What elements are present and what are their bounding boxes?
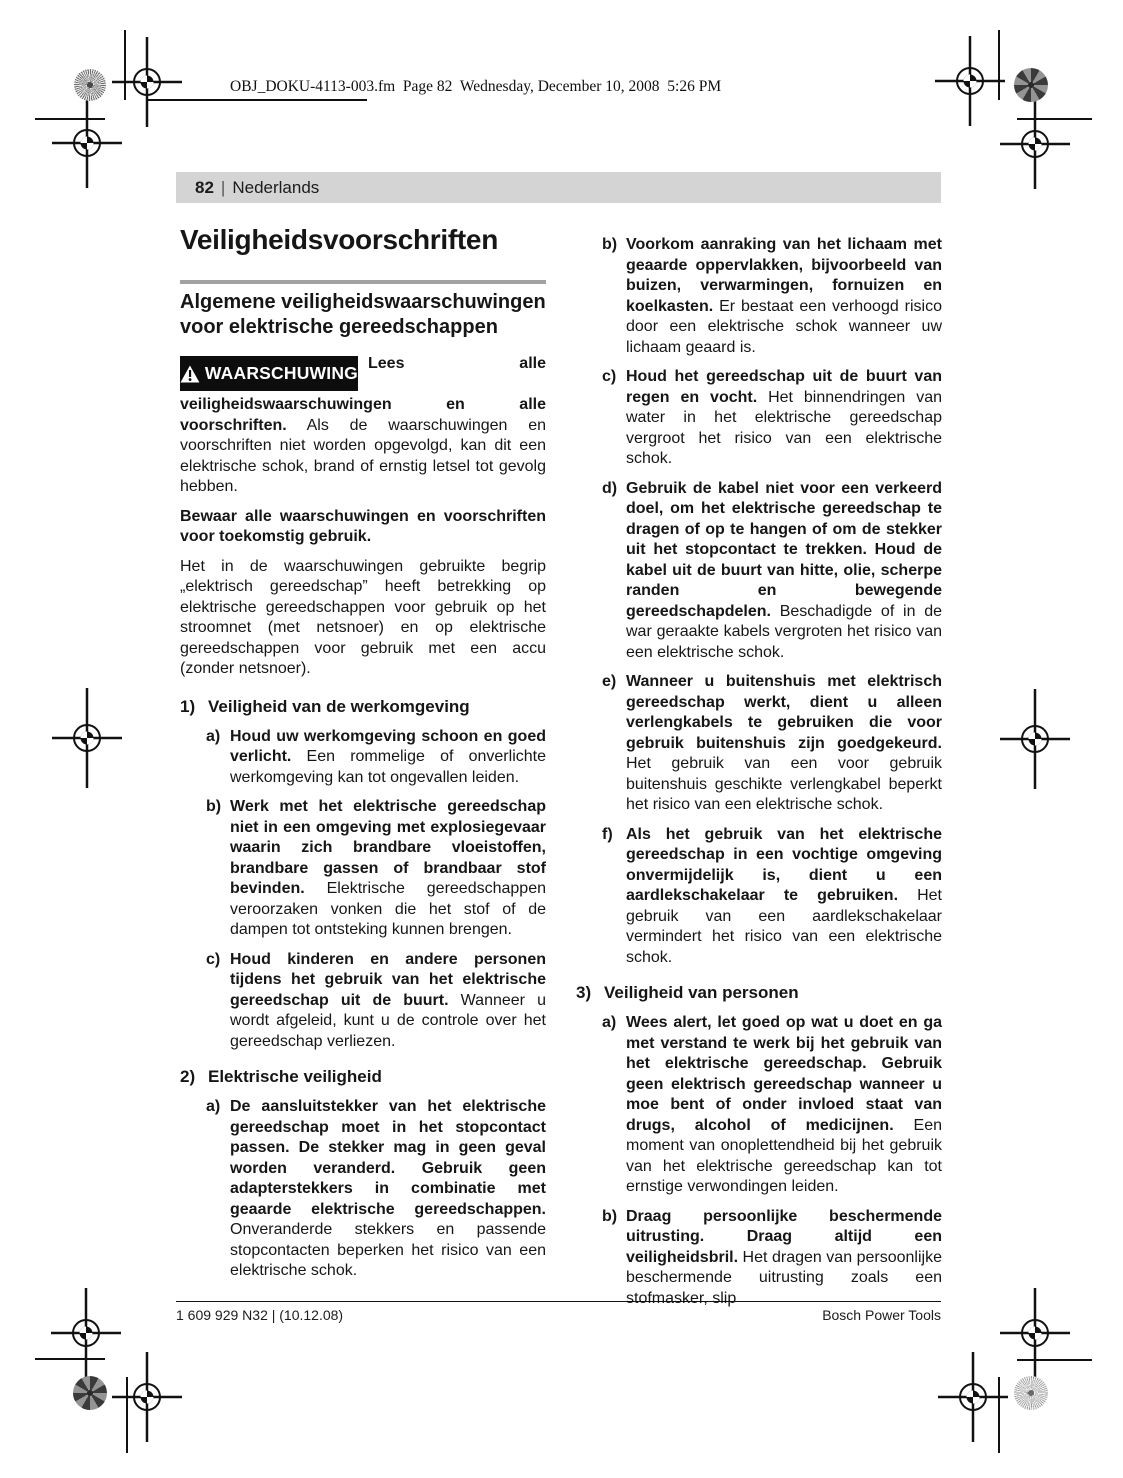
left-column xyxy=(180,224,546,1291)
lettered-item-list xyxy=(576,1013,942,1309)
safety-rule-item: d) Gebruik de kabel niet voor een verkeerd doel, om het elektrische gereedschap te dragen of op te hangen of om de stekker uit het stopcontact te trekken. Houd de kabel uit de buurt van hitte, olie, scherpe randen en bewegende gereedschapdelen. Beschadigde of in de war geraakte kabels vergroten het risico van een elektrische schok. xyxy=(602,479,942,661)
page-bar-separator: | xyxy=(220,177,226,197)
safety-rule-item: b) Draag persoonlijke beschermende uitrusting. Draag altijd een veiligheidsbril. Het dragen van persoonlijke beschermende uitrusting zoals een stofmasker, slip xyxy=(602,1207,942,1307)
safety-rule-item: a) Houd uw werkomgeving schoon en goed verlicht. Een rommelige of onverlichte werkomgeving kan tot ongevallen leiden. xyxy=(206,727,546,786)
color-control-starburst-icon xyxy=(74,69,106,101)
safety-rule-item: c) Houd kinderen en andere personen tijdens het gebruik van het elektrische gereedschap uit de buurt. Wanneer u wordt afgeleid, kunt u de controle over het gereedschap verliezen. xyxy=(206,950,546,1050)
safety-groups-left xyxy=(180,696,546,1282)
color-control-starburst-icon xyxy=(1014,68,1048,102)
lettered-item-list xyxy=(180,1097,546,1282)
color-control-starburst-icon xyxy=(1014,1376,1048,1410)
document-footer xyxy=(176,1301,941,1323)
intro-paragraph: Het in de waarschuwingen gebruikte begrip „elektrisch gereedschap” heeft betrekking op elektrische gereedschappen voor gebruik op het stroomnet (met netsnoer) en op elektrische gereedschappen voor gebruik met een accu (zonder netsnoer). xyxy=(180,557,546,677)
warning-banner xyxy=(180,356,358,391)
safety-rule-item: b) Werk met het elektrische gereedschap niet in een omgeving met explosiegevaar waarin zich brandbare vloeistoffen, brandbare gassen of brandbaar stof bevinden. Elektrische gereedschappen veroorzaken vonken die het stof of de dampen tot ontsteking kunnen brengen. xyxy=(206,798,546,938)
registration-crosshair-icon xyxy=(92,1342,202,1452)
page-language: Nederlands xyxy=(232,177,320,197)
numbered-section xyxy=(576,982,942,1309)
registration-crosshair-icon xyxy=(980,684,1090,794)
numbered-section xyxy=(576,235,942,968)
safety-rule-item: b) Voorkom aanraking van het lichaam met geaarde oppervlakken, bijvoorbeeld van buizen, verwarmingen, fornuizen en koelkasten. Er bestaat een verhoogd risico door een elektrische schok wanneer uw lichaam geaard is. xyxy=(602,236,942,356)
footer-part-number: 1 609 929 N32 | (10.12.08) xyxy=(176,1307,344,1323)
section-rule xyxy=(180,280,546,284)
page-title: Veiligheidsvoorschriften xyxy=(180,224,498,255)
lettered-item-list xyxy=(576,235,942,968)
lettered-item-list xyxy=(180,727,546,1053)
warning-triangle-icon xyxy=(180,365,200,383)
numbered-section-heading: 3) Veiligheid van personen xyxy=(576,983,799,1002)
safety-rule-item: a) De aansluitstekker van het elektrische gereedschap moet in het stopcontact passen. De stekker mag in geen geval worden veranderd. Gebruik geen adapterstekkers in combinatie met geaarde elektrische gereedschappen. Onveranderde stekkers en passende stopcontacten beperken het risico van een elektrische schok. xyxy=(206,1098,546,1279)
right-column xyxy=(576,235,942,1318)
section-heading: Algemene veiligheidswaarschuwingen voor elektrische gereedschappen xyxy=(180,291,546,338)
safety-rule-item: a) Wees alert, let goed op wat u doet en ga met verstand te werk bij het gebruik van het elektrische gereedschap. Gebruik geen elektrisch gereedschap wanneer u moe bent of onder invloed staat van drugs, alcohol of medicijnen. Een moment van onoplettendheid bij het gebruik van het elektrische gereedschap kan tot ernstige verwondingen leiden. xyxy=(602,1014,942,1195)
numbered-section-heading: 2) Elektrische veiligheid xyxy=(180,1067,382,1086)
registration-crosshair-icon xyxy=(980,89,1090,199)
warning-label: WAARSCHUWING xyxy=(204,363,358,384)
safety-rule-item: c) Houd het gereedschap uit de buurt van regen en vocht. Het binnendringen van water in het elektrische gereedschap vergroot het risico van een elektrische schok. xyxy=(602,368,942,467)
page-number: 82 xyxy=(195,177,214,197)
registration-crosshair-icon xyxy=(918,1342,1028,1452)
registration-crosshair-icon xyxy=(32,88,142,198)
warning-lead-bold: Lees alle veiligheidswaarschuwingen en alle voorschriften. xyxy=(180,355,546,434)
color-control-starburst-icon xyxy=(73,1376,107,1410)
document-header-line: OBJ_DOKU-4113-003.fm Page 82 Wednesday, December 10, 2008 5:26 PM xyxy=(230,78,722,95)
safety-rule-item: f) Als het gebruik van het elektrische gereedschap in een vochtige omgeving onvermijdelijk is, dient u een aardlekschakelaar te gebruiken. Het gebruik van een aardlekschakelaar vermindert het risico van een elektrische schok. xyxy=(602,825,942,966)
safety-groups-right xyxy=(576,235,942,1309)
numbered-section xyxy=(180,1066,546,1282)
numbered-section xyxy=(180,696,546,1053)
warning-paragraph xyxy=(180,354,546,498)
keep-instructions-note: Bewaar alle waarschuwingen en voorschriften voor toekomstig gebruik. xyxy=(180,507,546,545)
page-number-bar xyxy=(176,172,941,203)
safety-rule-item: e) Wanneer u buitenshuis met elektrisch gereedschap werkt, dient u alleen verlengkabels te gebruiken die voor gebruik buitenshuis zijn goedgekeurd. Het gebruik van een voor gebruik buitenshuis geschikte verlengkabel beperkt het risico van een elektrische schok. xyxy=(602,673,942,813)
registration-crosshair-icon xyxy=(32,683,142,793)
footer-brand: Bosch Power Tools xyxy=(822,1307,941,1323)
numbered-section-heading: 1) Veiligheid van de werkomgeving xyxy=(180,696,470,716)
warning-lead-rest: Als de waarschuwingen en voorschriften niet worden opgevolgd, kan dit een elektrische schok, brand of ernstig letsel tot gevolg hebben. xyxy=(180,416,546,495)
